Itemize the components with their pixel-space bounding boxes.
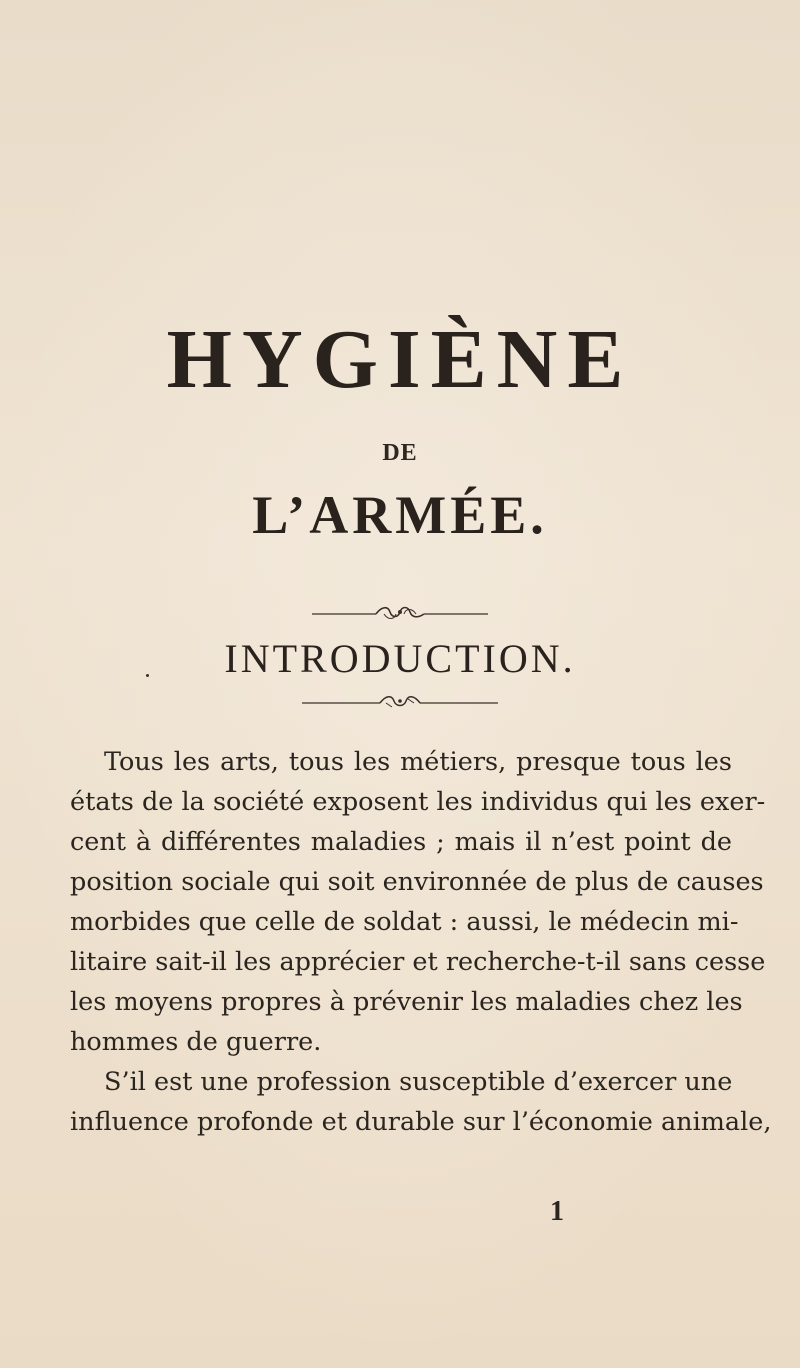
section-heading: INTRODUCTION. <box>224 636 576 681</box>
text-line: S’il est une profession susceptible d’exercer une <box>104 1067 733 1097</box>
body-text <box>70 742 772 1142</box>
title-secondary: L’ARMÉE. <box>252 485 548 545</box>
ink-speck <box>146 674 149 677</box>
ornament-divider-top <box>0 600 800 624</box>
text-line: morbides que celle de soldat : aussi, le médecin mi- <box>70 907 739 937</box>
paragraph <box>70 1062 772 1142</box>
flourish-icon <box>300 690 500 714</box>
text-line: position sociale qui soit environnée de plus de causes <box>70 867 764 897</box>
flourish-icon <box>310 600 490 624</box>
page-number: 1 <box>550 1196 564 1227</box>
text-line: litaire sait-il les apprécier et recherche-t-il sans cesse <box>70 947 766 977</box>
text-line: les moyens propres à prévenir les maladies chez les <box>70 987 743 1017</box>
text-line: états de la société exposent les individus qui les exer- <box>70 787 766 817</box>
text-line: Tous les arts, tous les métiers, presque tous les <box>104 747 732 777</box>
text-line: influence profonde et durable sur l’économie animale, <box>70 1107 772 1137</box>
text-line: cent à différentes maladies ; mais il n’est point de <box>70 827 732 857</box>
ornament-divider-bottom <box>0 690 800 714</box>
title-main: HYGIÈNE <box>166 313 634 406</box>
text-line: hommes de guerre. <box>70 1027 322 1057</box>
title-connector: DE <box>382 440 418 466</box>
paragraph <box>70 742 766 1062</box>
